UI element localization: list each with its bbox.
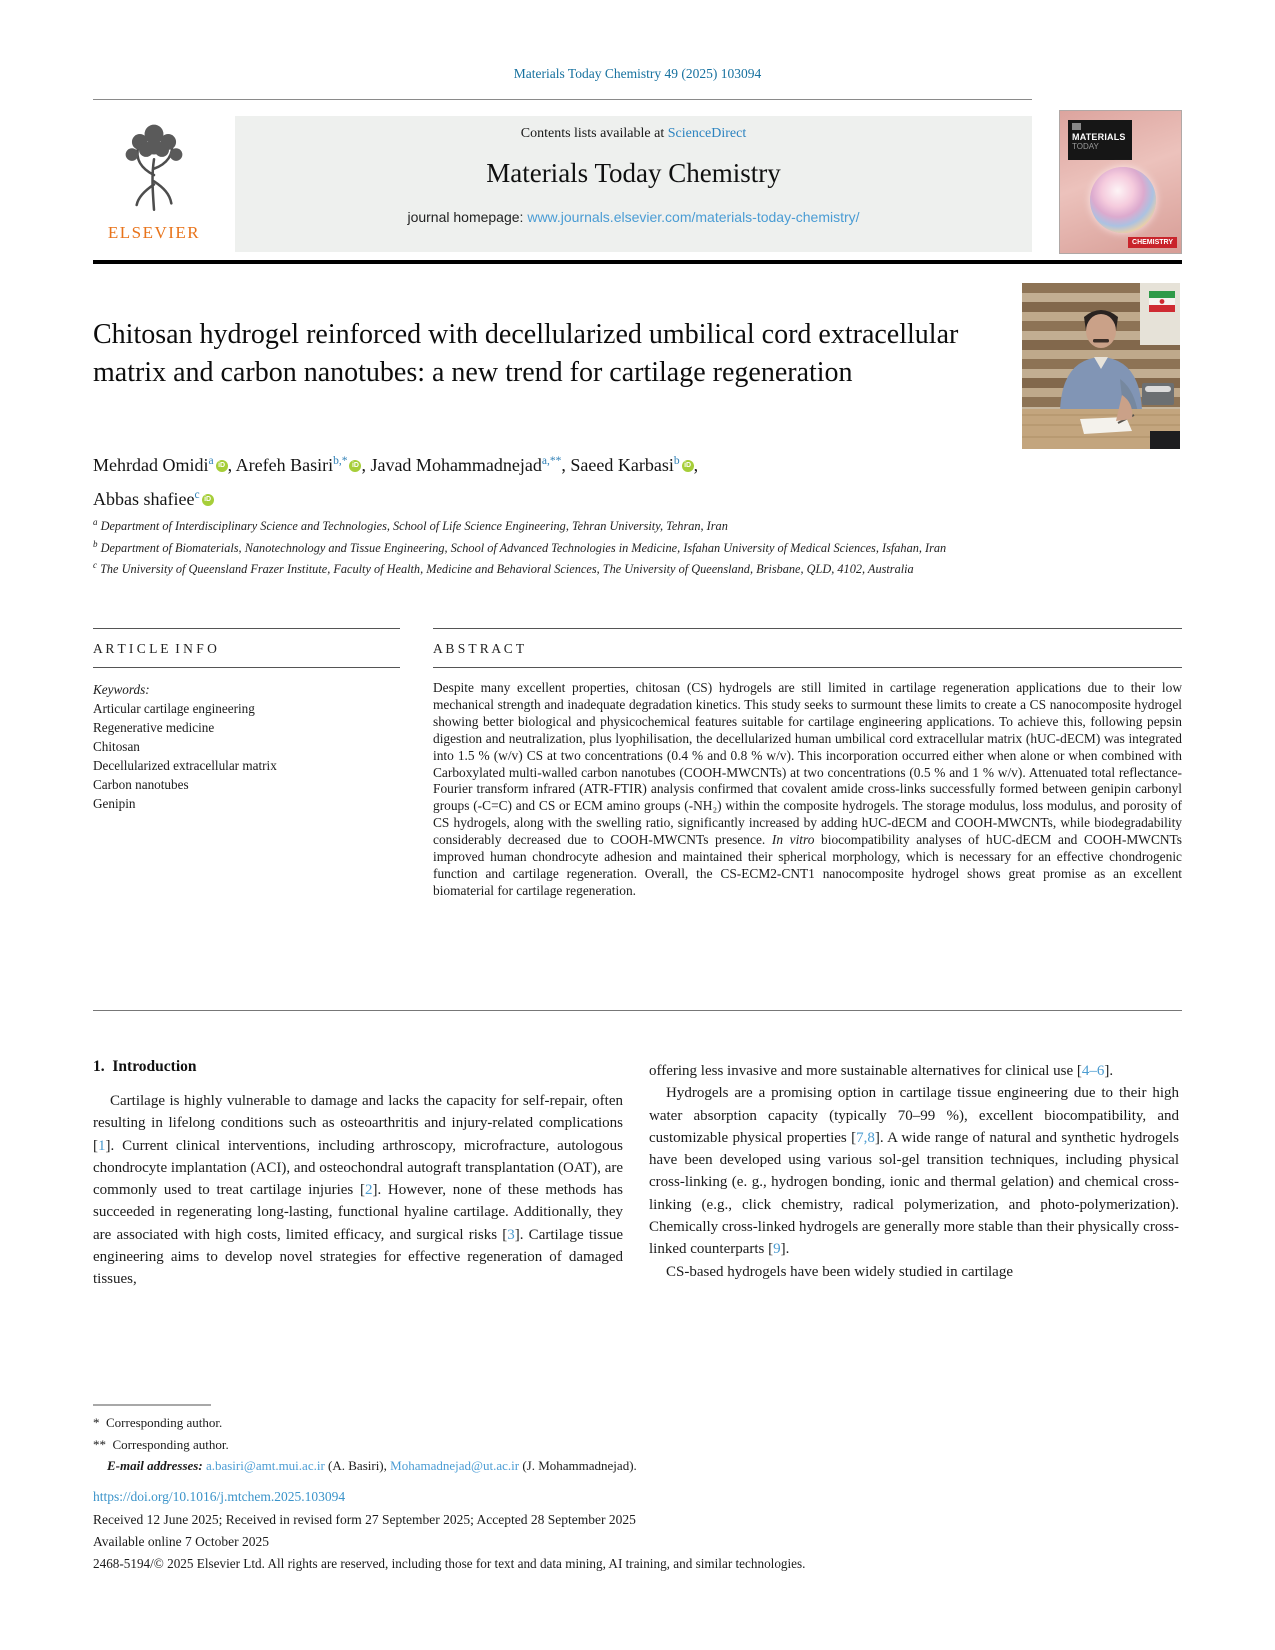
- affiliation-mark: c: [93, 560, 97, 571]
- text-segment: ].: [780, 1241, 790, 1258]
- section-heading: 1. Introduction: [93, 1058, 197, 1075]
- cover-sphere-art: [1090, 167, 1156, 233]
- footnote-corresponding-1: [93, 1412, 1093, 1434]
- author-affil-mark: b: [673, 455, 680, 467]
- text-segment: offering less invasive and more sustainable alternatives for clinical use [: [649, 1063, 1082, 1079]
- author-separator: ,: [693, 455, 699, 475]
- text-segment: ].: [1104, 1063, 1114, 1079]
- keyword: Genipin: [93, 796, 136, 811]
- author-affil-mark: c: [194, 489, 200, 501]
- affiliations: [93, 514, 1083, 579]
- journal-cover-thumbnail[interactable]: [1059, 110, 1182, 254]
- intro-paragraph-3: [649, 1082, 1179, 1260]
- author-affil-mark: b,*: [333, 455, 348, 467]
- info-rule-top: [93, 628, 400, 629]
- keywords-block: [93, 680, 400, 813]
- article-info-heading: A R T I C L E I N F O: [93, 641, 217, 656]
- author-name: Mehrdad Omidi: [93, 455, 209, 475]
- email-link[interactable]: a.basiri@amt.mui.ac.ir: [205, 1458, 325, 1473]
- doi-link[interactable]: https://doi.org/10.1016/j.mtchem.2025.103094: [93, 1489, 346, 1504]
- cover-logo-icon: [1072, 123, 1081, 130]
- cover-chemistry-badge: CHEMISTRY: [1128, 237, 1177, 248]
- journal-title: Materials Today Chemistry: [486, 158, 781, 188]
- affiliation-mark: b: [93, 538, 98, 549]
- article-info-section: [93, 628, 400, 813]
- author: [570, 455, 698, 475]
- abstract-section: [433, 628, 1182, 900]
- abstract-italic: In vitro: [771, 832, 815, 848]
- author: [370, 455, 570, 475]
- email-link[interactable]: Mohamadnejad@ut.ac.ir: [390, 1458, 520, 1473]
- citation-link[interactable]: 9: [773, 1241, 781, 1258]
- footnote-emails: [93, 1455, 1093, 1477]
- intro-paragraph-4: CS-based hydrogels have been widely studied in cartilage: [666, 1263, 1013, 1280]
- author-list: [93, 446, 993, 514]
- text-segment: Cartilage is highly vulnerable to damage and lacks the capacity for self-repair, often resulting in lifelong conditions such as osteoarthritis and injury-related complications [: [93, 1093, 623, 1154]
- email-label: E-mail addresses:: [107, 1458, 206, 1473]
- intro-column-left: [93, 1058, 623, 1291]
- text-segment: (A. Basiri),: [324, 1458, 391, 1473]
- footnote-mark: **: [93, 1436, 106, 1452]
- copyright-line: 2468-5194/© 2025 Elsevier Ltd. All rights are reserved, including those for text and data mining, AI training, and similar technologies.: [93, 1556, 806, 1571]
- abstract-text: [433, 680, 1182, 900]
- footnotes: [93, 1412, 1093, 1477]
- sciencedirect-link[interactable]: ScienceDirect: [667, 126, 747, 141]
- author: [93, 455, 236, 475]
- footnote-mark: *: [93, 1415, 100, 1430]
- footnote-text: Corresponding author.: [99, 1415, 223, 1430]
- affiliation-text: Department of Interdisciplinary Science and Technologies, School of Life Science Engineering, Tehran University, Tehran, Iran: [97, 519, 728, 534]
- journal-reference: Materials Today Chemistry 49 (2025) 103094: [513, 66, 762, 81]
- elsevier-tree-icon: [106, 112, 202, 216]
- intro-paragraph-1: [93, 1090, 623, 1291]
- header-top-rule: [93, 99, 1032, 100]
- abstract-heading: A B S T R A C T: [433, 641, 525, 656]
- received-dates: Received 12 June 2025; Received in revised form 27 September 2025; Accepted 28 September 2025: [93, 1512, 636, 1527]
- text-segment: ]. However, none of these methods has succeeded in regenerating long-lasting, functional hyaline cartilage. Additionally, they are associated with high costs, limited efficacy, and surgical risks [: [93, 1182, 623, 1243]
- keyword: Regenerative medicine: [93, 720, 215, 735]
- available-online: Available online 7 October 2025: [93, 1534, 269, 1549]
- text-segment: (J. Mohammadnejad).: [519, 1458, 637, 1473]
- citation-link[interactable]: 2: [364, 1182, 373, 1199]
- affiliation: [93, 536, 1083, 558]
- citation-link[interactable]: 3: [507, 1226, 515, 1243]
- author-photo: [1022, 283, 1180, 449]
- orcid-icon[interactable]: iD: [216, 460, 228, 472]
- author-separator: ,: [227, 455, 236, 475]
- author-name: Abbas shafiee: [93, 489, 195, 509]
- body-top-rule: [93, 1010, 1182, 1011]
- text-segment: ]. Cartilage tissue engineering aims to develop novel strategies for effective regeneration of damaged tissues,: [93, 1226, 624, 1288]
- cover-brand-line1: MATERIALS: [1072, 132, 1126, 142]
- footnote-rule: [93, 1404, 211, 1406]
- homepage-line: [235, 209, 1032, 225]
- header-bottom-rule: [93, 260, 1182, 264]
- contents-line: [235, 126, 1032, 142]
- affiliation-text: The University of Queensland Frazer Institute, Faculty of Health, Medicine and Behavioral Sciences, The University of Queensland, Brisbane, QLD, 4102, Australia: [97, 562, 914, 577]
- citation-link[interactable]: 7,8: [856, 1129, 875, 1146]
- author: [236, 455, 371, 475]
- author-name: Javad Mohammadnejad: [370, 455, 542, 475]
- author: [93, 489, 214, 509]
- citation-link[interactable]: 1: [98, 1137, 106, 1154]
- keyword: Chitosan: [93, 739, 140, 754]
- iran-flag-icon: [1149, 291, 1175, 312]
- abstract-rule-top: [433, 628, 1182, 629]
- footnote-corresponding-2: [93, 1434, 1093, 1456]
- author-name: Saeed Karbasi: [570, 455, 674, 475]
- contents-prefix: Contents lists available at: [520, 126, 668, 141]
- abstract-part2: biocompatibility analyses of hUC-dECM and COOH-MWCNTs improved human chondrocyte adhesion and maintained their spherical morphology, which is necessary for an effective chondrogenic function and cartilage regeneration. Overall, the CS-ECM2-CNT1 nanocomposite hydrogel shows great promise as an excellent biomaterial for cartilage regeneration.: [433, 832, 1183, 898]
- author-name: Arefeh Basiri: [235, 455, 334, 475]
- orcid-icon[interactable]: iD: [349, 460, 361, 472]
- article-title: Chitosan hydrogel reinforced with decellularized umbilical cord extracellular matrix and carbon nanotubes: a new trend for cartilage regeneration: [93, 319, 959, 388]
- affiliation-text: Department of Biomaterials, Nanotechnology and Tissue Engineering, School of Advanced Technologies in Medicine, Isfahan University of Medical Sciences, Isfahan, Iran: [97, 540, 947, 555]
- homepage-url-link[interactable]: www.journals.elsevier.com/materials-today-chemistry/: [527, 209, 860, 225]
- intro-column-right: [649, 1060, 1179, 1283]
- elsevier-wordmark: ELSEVIER: [107, 223, 201, 242]
- affiliation: [93, 557, 1083, 579]
- cover-brand-line2: TODAY: [1072, 142, 1099, 151]
- author-separator: ,: [561, 455, 571, 475]
- orcid-icon[interactable]: iD: [682, 460, 694, 472]
- footnote-text: Corresponding author.: [106, 1436, 229, 1452]
- abstract-rule-mid: [433, 667, 1182, 668]
- orcid-icon[interactable]: iD: [202, 494, 214, 506]
- text-segment: ]. Current clinical interventions, including arthroscopy, microfracture, autologous chondrocyte implantation (ACI), and osteochondral autograft transplantation (OAT), are commonly used to treat cartilage injuries [: [93, 1137, 623, 1199]
- abstract-part1: Despite many excellent properties, chitosan (CS) hydrogels are still limited in cartilage regeneration applications due to their low mechanical strength and inadequate degradation kinetics. This study seeks to surmount these limits to create a CS nanocomposite hydrogel showing better biological and physicochemical features suitable for cartilage engineering applications. To achieve this, following pepsin digestion and neutralization, plus lyophilisation, the decellularized human umbilical cord extracellular matrix (hUC-dECM) was integrated into 1.5 % (w/v) CS at two concentrations (0.4 % and 0.8 % w/v). This incorporation occurred either when alone or when combined with Carboxylated multi-walled carbon nanotubes (COOH-MWCNTs) at two concentrations (0.5 % and 1 % w/v). Attenuated total reflectance-Fourier transform infrared (ATR-FTIR) analysis confirmed that covalent amide cross-links successfully formed between genipin carbonyl groups (-C=C) and CS or ECM amino groups (-NH₂) within the composite hydrogels. The storage modulus, loss modulus, and porosity of CS hydrogels, along with the swelling ratio, significantly increased by adding hUC-dECM and COOH-MWCNTs, while biodegradability considerably decreased due to COOH-MWCNTs presence.: [433, 680, 1182, 848]
- info-rule-mid: [93, 667, 400, 668]
- text-segment: Hydrogels are a promising option in cartilage tissue engineering due to their high water absorption capacity (typically 70–99 %), excellent biocompatibility, and customizable physical properties [: [649, 1085, 1179, 1146]
- elsevier-logo[interactable]: [88, 112, 220, 252]
- homepage-label: journal homepage:: [407, 209, 528, 225]
- affiliation-mark: a: [93, 517, 98, 527]
- keyboard: [1150, 431, 1180, 449]
- author-separator: ,: [361, 455, 371, 475]
- keyword: Carbon nanotubes: [93, 777, 189, 792]
- keyword: Decellularized extracellular matrix: [93, 758, 277, 773]
- text-segment: ]. A wide range of natural and synthetic hydrogels have been developed using various sol-gel transition techniques, including physical cross-linking (e. g., hydrogen bonding, ionic and thermal gelation) and chemical cross-linking (e.g., click chemistry, radical polymerization, and photo-polymerization). Chemically cross-linked hydrogels are generally more stable than their physically cross-linked counterparts [: [649, 1129, 1179, 1258]
- keywords-label: Keywords:: [93, 682, 150, 697]
- journal-header-box: [235, 116, 1032, 252]
- cover-brand-block: [1068, 120, 1132, 160]
- author-affil-mark: a,**: [541, 455, 562, 467]
- intro-paragraph-2: [649, 1060, 1179, 1082]
- author-affil-mark: a: [208, 455, 214, 467]
- affiliation: [93, 514, 1083, 536]
- citation-link[interactable]: 4–6: [1081, 1063, 1105, 1079]
- keyword: Articular cartilage engineering: [93, 701, 255, 716]
